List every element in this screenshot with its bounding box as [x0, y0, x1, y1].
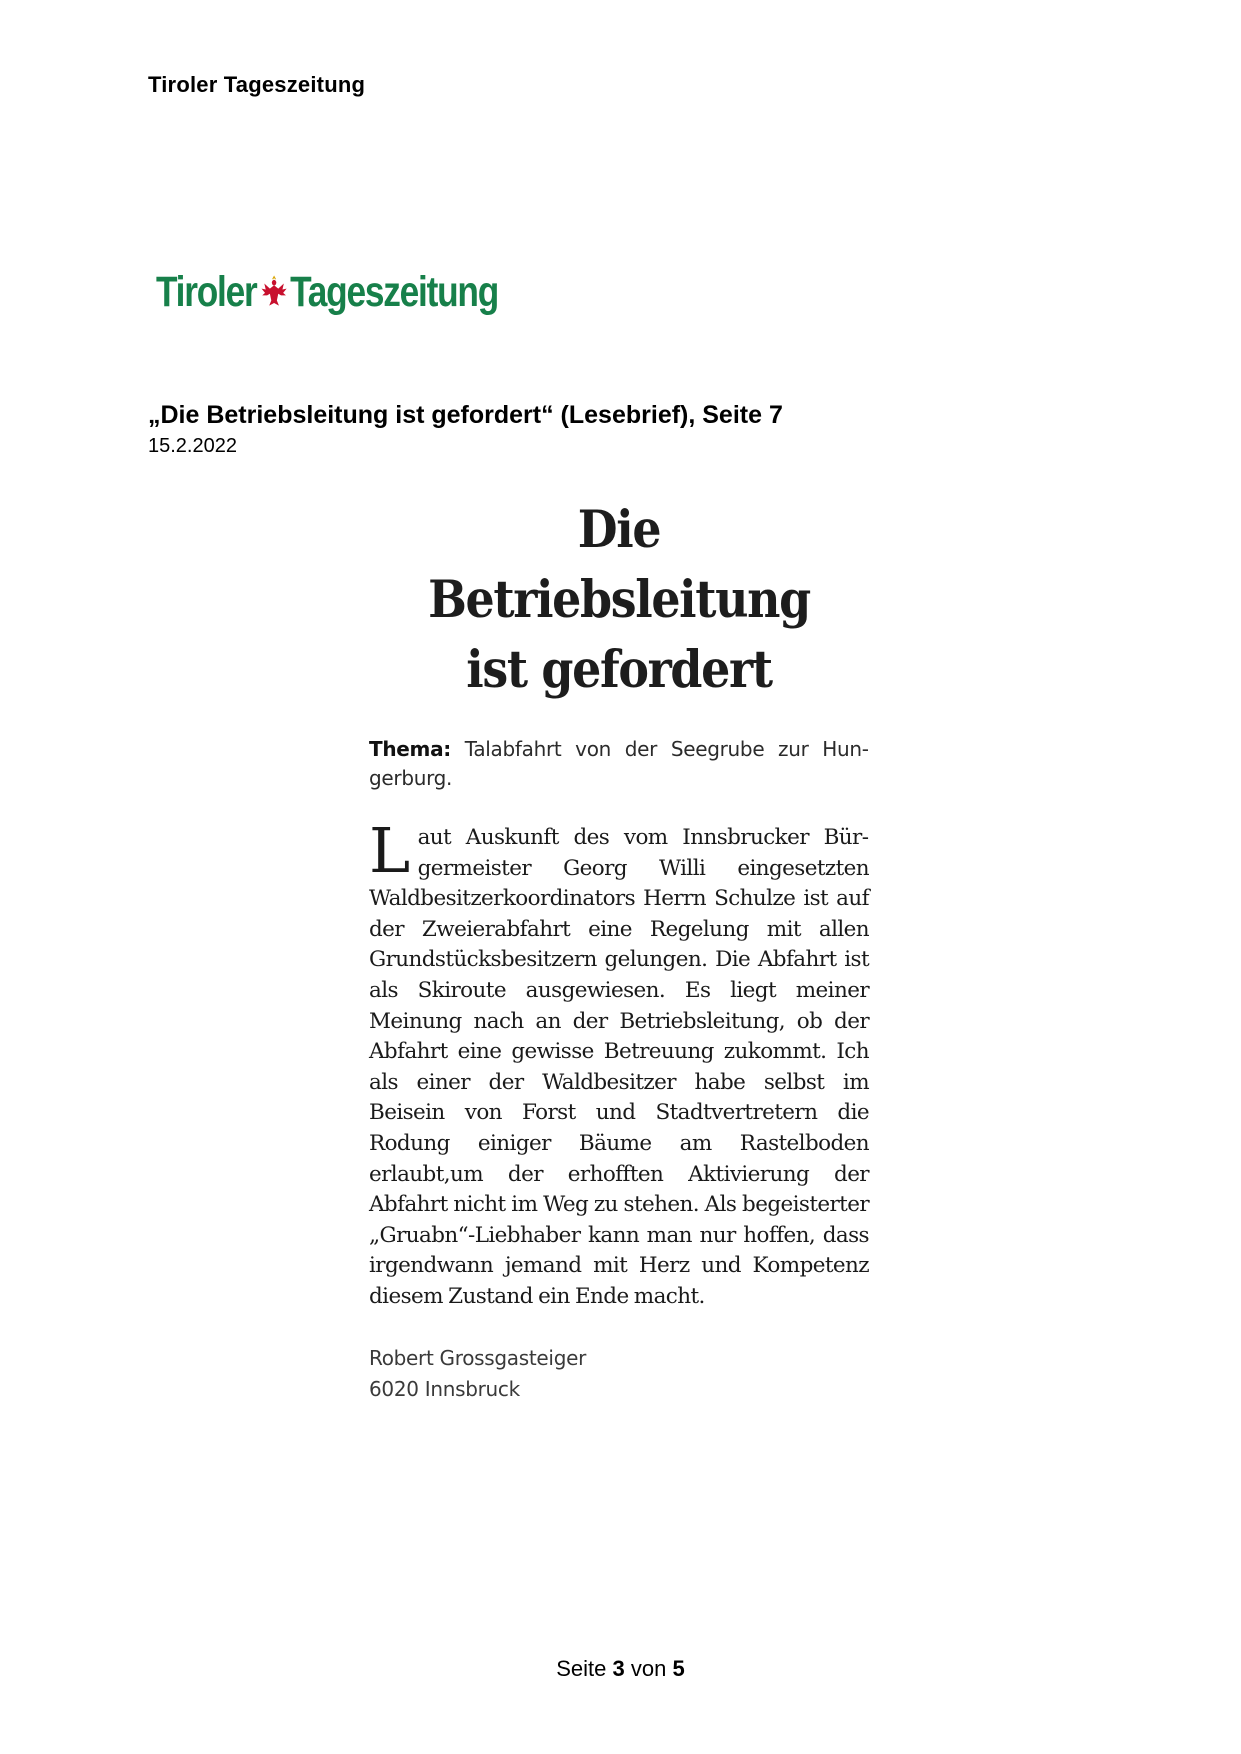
footer-separator: von: [630, 1656, 667, 1681]
author-location: 6020 Innsbruck: [369, 1376, 520, 1401]
tyrolean-eagle-icon: [260, 275, 288, 309]
article-title: „Die Betriebsleitung ist gefordert“ (Lesebrief), Seite 7: [148, 401, 783, 429]
clipping-headline: [394, 495, 844, 705]
drop-cap: L: [369, 814, 410, 887]
topic-line: [369, 735, 869, 793]
page-footer: [0, 1656, 1241, 1682]
letter-body-text: aut Auskunft des vom Innsbrucker Bürgermeister Georg Willi eingesetzten Waldbesitzerkoordinators Herrn Schulze ist auf der Zweierabfahrt eine Regelung mit allen Grundstücksbesitzern gelungen. Die Abfahrt ist als Skiroute ausgewiesen. Es liegt meiner Meinung nach an der Betriebsleitung, ob der Abfahrt eine gewisse Betreuung zukommt. Ich als einer der Waldbesitzer habe selbst im Beisein von Forst und Stadtvertretern die Rodung einiger Bäume am Rastelboden erlaubt,um der erhofften Aktivierung der Abfahrt nicht im Weg zu stehen. Als begeisterter „Gruabn“-Liebhaber kann man nur hoffen, dass irgendwann jemand mit Herz und Kompetenz diesem Zustand ein Ende macht.: [369, 825, 869, 1309]
total-pages-number: 5: [672, 1656, 685, 1681]
author-name: Robert Grossgasteiger: [369, 1345, 587, 1370]
logo-text-part2: Tageszeitung: [290, 267, 499, 316]
logo-text-part1: Tiroler: [156, 267, 257, 316]
footer-prefix: Seite: [556, 1656, 607, 1681]
article-date: 15.2.2022: [148, 435, 237, 457]
current-page-number: 3: [612, 1656, 625, 1681]
newspaper-clipping: [369, 495, 869, 1405]
topic-text: Talabfahrt von der Seegrube zur Hungerburg.: [369, 737, 870, 790]
headline-line-1: Die Betriebsleitung: [428, 500, 810, 630]
document-source: Tiroler Tageszeitung: [148, 72, 366, 97]
topic-label: Thema:: [369, 737, 451, 761]
letter-signature: [369, 1343, 869, 1405]
newspaper-logo: [156, 262, 498, 322]
letter-body: [369, 814, 869, 1313]
headline-line-2: ist gefordert: [466, 640, 772, 700]
